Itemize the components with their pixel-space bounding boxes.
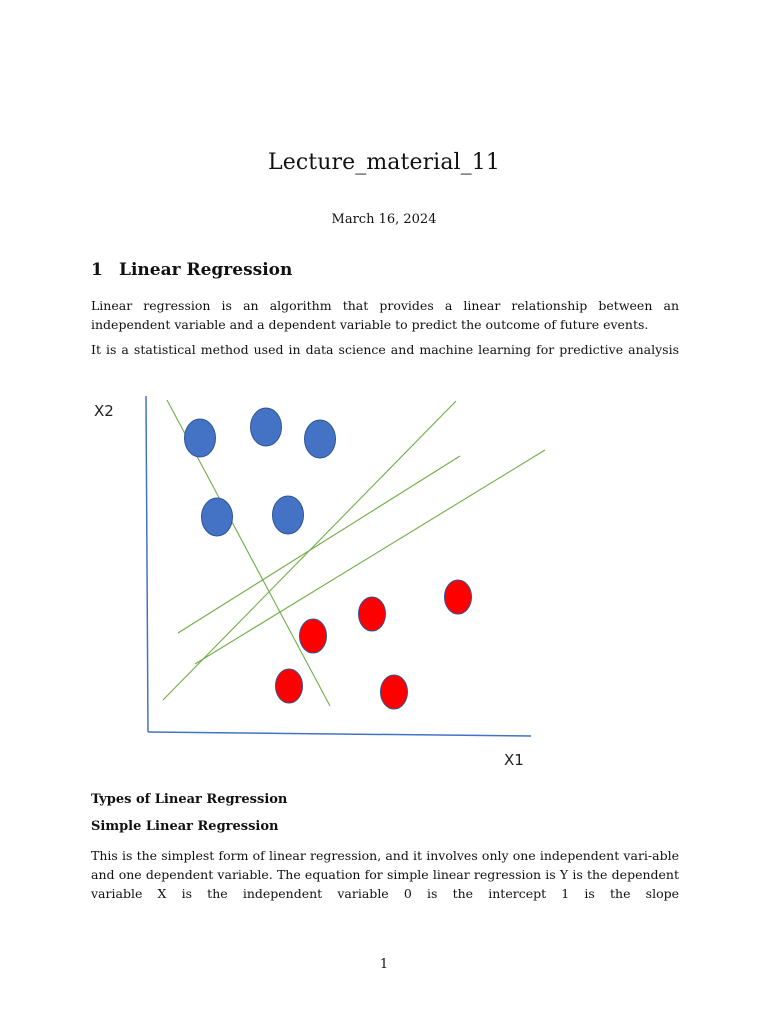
- section-heading: [91, 260, 292, 280]
- red-point: [445, 580, 472, 614]
- blue-point: [185, 419, 216, 457]
- x-axis: [148, 732, 531, 736]
- blue-point: [251, 408, 282, 446]
- red-point: [300, 619, 327, 653]
- page-number: 1: [379, 957, 389, 972]
- subheading-types: Types of Linear Regression: [91, 792, 288, 807]
- blue-point: [305, 420, 336, 458]
- paragraph-1: Linear regression is an algorithm that provides a linear relationship between an independent variable and a dependent variable to predict the outcome of future events.: [91, 298, 679, 332]
- line-4: [195, 450, 545, 664]
- section-title: Linear Regression: [119, 260, 293, 280]
- red-point: [276, 669, 303, 703]
- regression-figure: [86, 388, 556, 778]
- document-date: March 16, 2024: [331, 212, 437, 227]
- blue-point: [273, 496, 304, 534]
- paragraph-2: It is a statistical method used in data science and machine learning for predictive analysis: [91, 342, 679, 357]
- paragraph-3: This is the simplest form of linear regression, and it involves only one independent vari-able and one dependent variable. The equation for simple linear regression is Y is the dependent variable X is the independent variable 0 is the intercept 1 is the slope: [91, 848, 679, 901]
- section-number: 1: [91, 260, 103, 280]
- x-axis-label: X1: [504, 751, 524, 769]
- y-axis-label: X2: [94, 402, 114, 420]
- blue-point: [202, 498, 233, 536]
- red-point: [381, 675, 408, 709]
- subheading-simple: Simple Linear Regression: [91, 819, 279, 834]
- red-point: [359, 597, 386, 631]
- y-axis: [146, 396, 148, 732]
- line-3: [178, 456, 460, 633]
- document-title: Lecture_material_11: [268, 150, 500, 175]
